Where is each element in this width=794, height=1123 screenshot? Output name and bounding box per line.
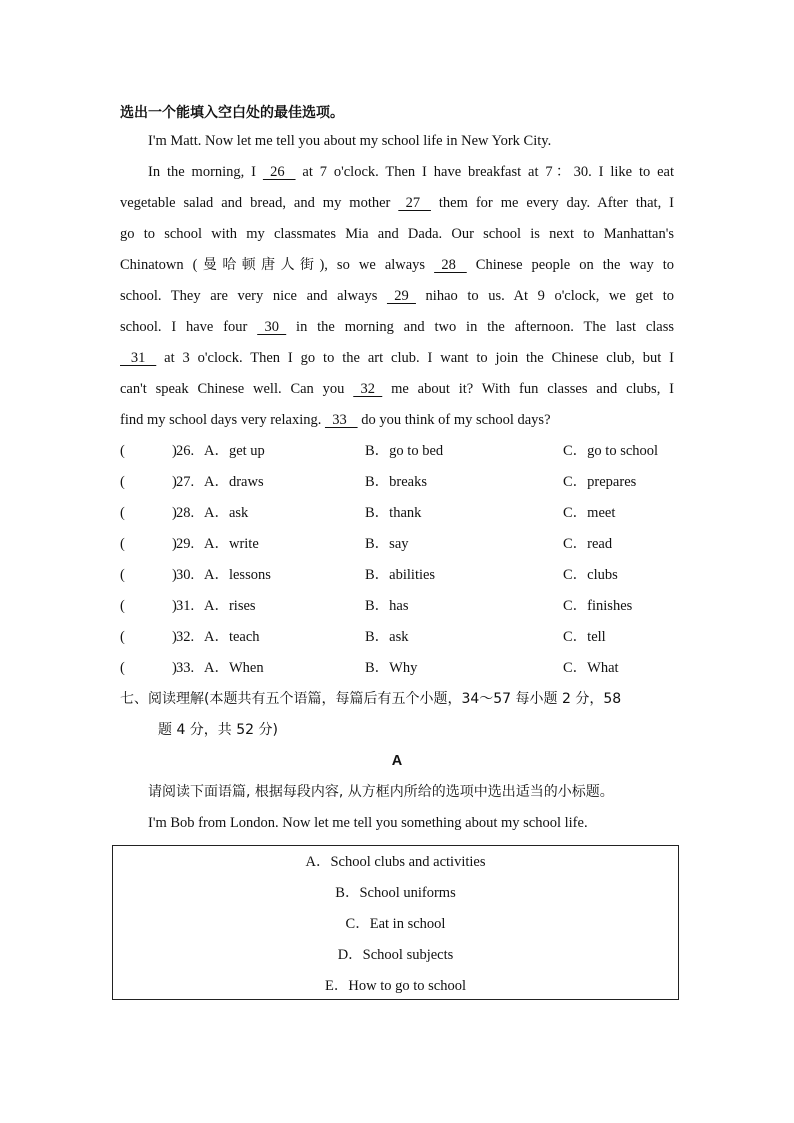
box-option: C．Eat in school: [345, 916, 446, 932]
box-option: E．How to go to school: [325, 978, 466, 994]
passage-line-10: [120, 405, 674, 436]
passage-chinese-gloss: 曼哈顿唐人街: [197, 257, 320, 273]
passage-text: In the morning, I: [148, 164, 263, 180]
passage-line-7: [120, 312, 674, 343]
options-box: [112, 845, 679, 1000]
option-b: B．has: [365, 598, 409, 614]
passage-line-2: [120, 157, 674, 188]
answer-paren-right: ): [172, 660, 177, 676]
option-b: B．ask: [365, 629, 409, 645]
section-heading-cont: 题 4 分，共 52 分): [158, 722, 278, 738]
answer-paren-left: (: [120, 443, 125, 459]
question-row: [120, 653, 674, 684]
passage-text: nihao to us. At 9 o'clock, we get to: [415, 288, 675, 304]
option-b: B．thank: [365, 505, 422, 521]
question-row: [120, 436, 674, 467]
passage-line-1: [120, 126, 674, 157]
passage-line-6: [120, 281, 674, 312]
box-option: A．School clubs and activities: [305, 854, 486, 870]
question-number: 26.: [176, 443, 195, 459]
blank-26: 26: [262, 164, 296, 180]
option-a: A．ask: [204, 505, 249, 521]
option-b: B．breaks: [365, 474, 428, 490]
answer-paren-left: (: [120, 505, 125, 521]
passage-text: ), so we always: [319, 257, 435, 273]
answer-paren-left: (: [120, 567, 125, 583]
part-instruction: 请阅读下面语篇, 根据每段内容, 从方框内所给的选项中选出适当的小标题。: [148, 784, 614, 800]
passage-line-3: [120, 188, 674, 219]
answer-paren-left: (: [120, 629, 125, 645]
option-c: C．read: [563, 536, 613, 552]
blank-32: 32: [353, 381, 383, 397]
option-b: B．go to bed: [365, 443, 444, 459]
question-row: [120, 560, 674, 591]
passage-text: I'm Matt. Now let me tell you about my school life in New York City.: [148, 133, 552, 149]
option-c: C．tell: [563, 629, 606, 645]
passage-text: at 3 o'clock. Then I go to the art club. I want to join the Chinese club, but I: [156, 350, 674, 366]
blank-27: 27: [398, 195, 431, 211]
blank-28: 28: [434, 257, 467, 273]
passage-text: Chinatown (: [120, 257, 198, 273]
passage-text: Chinese people on the way to: [466, 257, 675, 273]
answer-paren-left: (: [120, 598, 125, 614]
answer-paren-right: ): [172, 567, 177, 583]
box-option: B．School uniforms: [335, 885, 456, 901]
passage-text: go to school with my classmates Mia and Dada. Our school is next to Manhattan's: [120, 226, 674, 242]
answer-paren-right: ): [172, 443, 177, 459]
option-b: B．Why: [365, 660, 418, 676]
question-number: 30.: [176, 567, 195, 583]
passage-text: at 7 o'clock. Then I have breakfast at 7：30. I like to eat: [295, 164, 675, 180]
answer-paren-right: ): [172, 505, 177, 521]
question-number: 29.: [176, 536, 195, 552]
passage-line-8: [120, 343, 674, 374]
blank-31: 31: [120, 350, 157, 366]
option-c: C．meet: [563, 505, 616, 521]
passage-text: in the morning and two in the afternoon. The last class: [286, 319, 675, 335]
option-b: B．abilities: [365, 567, 436, 583]
passage-text: school. They are very nice and always: [120, 288, 387, 304]
passage-line-5: [120, 250, 674, 281]
exam-page: [120, 100, 674, 839]
passage-text: vegetable salad and bread, and my mother: [120, 195, 399, 211]
option-c: C．clubs: [563, 567, 618, 583]
question-row: [120, 529, 674, 560]
option-a: A．teach: [204, 629, 260, 645]
blank-33: 33: [324, 412, 358, 428]
question-row: [120, 622, 674, 653]
option-a: A．rises: [204, 598, 256, 614]
option-a: A．get up: [204, 443, 265, 459]
answer-paren-right: ): [172, 536, 177, 552]
passage-text: me about it? With fun classes and clubs, I: [382, 381, 674, 397]
option-c: C．go to school: [563, 443, 659, 459]
option-a: A．lessons: [204, 567, 271, 583]
passage-text: can't speak Chinese well. Can you: [120, 381, 354, 397]
question-number: 31.: [176, 598, 195, 614]
question-list: [120, 436, 674, 684]
blank-29: 29: [386, 288, 416, 304]
passage-text: do you think of my school days?: [357, 412, 551, 428]
answer-paren-left: (: [120, 474, 125, 490]
answer-paren-right: ): [172, 629, 177, 645]
passage-text: find my school days very relaxing.: [120, 412, 325, 428]
question-number: 33.: [176, 660, 195, 676]
option-a: A．draws: [204, 474, 264, 490]
option-a: A．When: [204, 660, 264, 676]
blank-30: 30: [257, 319, 287, 335]
answer-paren-right: ): [172, 474, 177, 490]
option-c: C．What: [563, 660, 619, 676]
option-c: C．prepares: [563, 474, 637, 490]
part-heading: A: [391, 753, 403, 769]
question-row: [120, 498, 674, 529]
section-heading: 七、阅读理解(本题共有五个语篇，每篇后有五个小题，34～57 每小题 2 分，58: [120, 691, 622, 707]
answer-paren-left: (: [120, 536, 125, 552]
question-row: [120, 467, 674, 498]
answer-paren-right: ): [172, 598, 177, 614]
passage-line-9: [120, 374, 674, 405]
option-b: B．say: [365, 536, 409, 552]
option-c: C．finishes: [563, 598, 633, 614]
question-number: 28.: [176, 505, 195, 521]
passage-text: school. I have four: [120, 319, 258, 335]
part-intro: I'm Bob from London. Now let me tell you something about my school life.: [148, 815, 588, 831]
passage-text: them for me every day. After that, I: [430, 195, 674, 211]
question-row: [120, 591, 674, 622]
passage-line-4: [120, 219, 674, 250]
option-a: A．write: [204, 536, 259, 552]
box-option: D．School subjects: [337, 947, 454, 963]
answer-paren-left: (: [120, 660, 125, 676]
cloze-instruction: 选出一个能填入空白处的最佳选项。: [120, 105, 344, 121]
question-number: 27.: [176, 474, 195, 490]
question-number: 32.: [176, 629, 195, 645]
